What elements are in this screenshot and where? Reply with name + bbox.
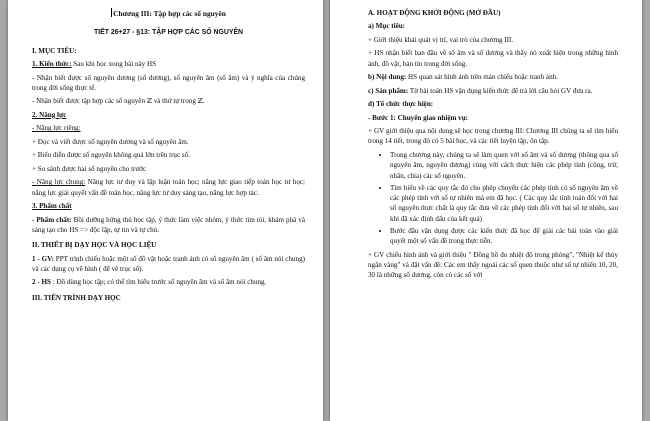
objective-item: + Giới thiệu khái quát vị trí, vai trò của chương III. xyxy=(368,35,514,44)
document-page-left[interactable] xyxy=(8,0,323,421)
section-heading-process: III. TIẾN TRÌNH DẠY HỌC xyxy=(32,293,121,302)
text-cursor xyxy=(111,8,112,17)
specific-competence-label: - Năng lực riêng: xyxy=(32,124,81,133)
product-paragraph: c) Sản phẩm: Từ bài toán HS vận dụng kiến thức để trả lời câu hỏi GV đưa ra. xyxy=(368,86,593,95)
bullet-list xyxy=(368,150,618,247)
competence-item: + Đọc và viết được số nguyên dương và số nguyên âm. xyxy=(32,137,189,146)
page-left-content xyxy=(32,8,305,306)
bullet-item: • Trong chương này, chúng ta sẽ làm quen với số âm và số dương (thông qua số nguyên âm, nguyên dương) cùng với cách thực hiện các phép tính (cộng, trừ, nhân, chia) các số nguyên. xyxy=(390,150,618,181)
objective-label: a) Mục tiêu: xyxy=(368,22,406,31)
chapter-title: Chương III: Tập hợp các số nguyên xyxy=(113,9,226,18)
student-equipment-paragraph: 2 - HS : Đồ dùng học tập; có thể tìm hiểu trước số nguyên âm và số âm nói chung. xyxy=(32,278,267,287)
competence-item: + Biểu diễn được số nguyên không quá lớn trên trục số. xyxy=(32,151,190,160)
section-heading-objectives: I. MỤC TIÊU: xyxy=(32,46,77,55)
quality-heading: 3. Phẩm chất xyxy=(32,202,72,211)
organization-label: d) Tổ chức thực hiện: xyxy=(368,100,434,109)
content-paragraph: b) Nội dung: HS quan sát hình ảnh trên màn chiếu hoặc tranh ảnh. xyxy=(368,73,558,82)
document-page-right[interactable] xyxy=(330,0,642,421)
teacher-equipment-paragraph: 1 - GV: PPT trình chiếu hoặc một số đồ vật hoặc tranh ảnh có số nguyên âm ( số âm nói chung) và các dụng cụ vẽ hình ( để vẽ trục số). xyxy=(32,254,305,273)
lesson-title: TIẾT 26+27 - §13: TẬP HỢP CÁC SỐ NGUYÊN xyxy=(93,29,244,37)
quality-paragraph: - Phẩm chất: Bồi dưỡng hứng thú học tập, ý thức làm việc nhóm, ý thức tìm tòi, khám phá và sáng tạo cho HS => độc lập, tự tin và tự chủ. xyxy=(32,215,306,234)
teacher-image-paragraph: + GV chiếu hình ảnh và giới thiệu " Đồng hồ đo nhiệt độ trong phòng", "Nhiệt kế thủy ngân vàng" và đặt vấn đề: Các em thấy ngoài các số quen thuộc như số tự nhiên 10, 20, 30 là những số dương, còn có các số với xyxy=(368,250,618,280)
knowledge-item: - Nhận biết được số nguyên dương (số dương), số nguyên âm (số âm) và ý nghĩa của chúng trong đời sống thực tế. xyxy=(32,73,305,92)
competence-item: + So sánh được hai số nguyên cho trước xyxy=(32,164,147,173)
knowledge-item: - Nhận biết được tập hợp các số nguyên ℤ và thứ tự trong ℤ. xyxy=(32,97,205,106)
bullet-item: • Bước đầu vận dụng được các kiến thức đã học để giải các bài toán vào giải quyết một số vấn đề trong thực tiễn. xyxy=(390,226,618,247)
knowledge-paragraph: 1. Kiến thức: Sau khi học xong bài này HS xyxy=(32,60,157,69)
step-1-heading: - Bước 1: Chuyển giao nhiệm vụ: xyxy=(368,113,469,122)
competence-heading: 2. Năng lực xyxy=(32,110,67,119)
section-heading-warmup: A. HOẠT ĐỘNG KHỞI ĐỘNG (MỞ ĐẦU) xyxy=(368,9,501,17)
teacher-intro-paragraph: + GV giới thiệu qua nội dung sẽ học trong chương III: Chương III chúng ta sẽ tìm hiểu trong 14 tiết, trong đó có 5 bài học, và các tiết luyện tập, ôn tập. xyxy=(368,127,618,146)
section-heading-equipment: II. THIẾT BỊ DẠY HỌC VÀ HỌC LIỆU xyxy=(32,241,157,250)
objective-item: + HS nhận biết ban đầu về số âm và số dương và thấy nó xuất hiện trong những hình ảnh, đồ vật, bản tin trong đời sống. xyxy=(368,49,618,68)
general-competence-paragraph: - Năng lực chung: Năng lực tư duy và lập luận toán học; năng lực giao tiếp toán học tư học; năng lực giải quyết vấn đề toán học, năng lực tư duy sáng tạo, năng lực hợp tác. xyxy=(32,178,305,197)
page-right-content xyxy=(368,8,618,284)
knowledge-label: 1. Kiến thức: xyxy=(32,60,72,69)
bullet-item: • Tìm hiểu về các quy tắc đó cho phép chuyển các phép tính có số nguyên âm về các phép tính với số tự nhiên mà em đã học. ( Các quy tắc tính toán đối với hai số nguyên thực chất là quy tắc đưa về các phép tính đối với hai số tự nhiên, sau khi đã xác định dấu của kết quả) xyxy=(390,183,618,224)
